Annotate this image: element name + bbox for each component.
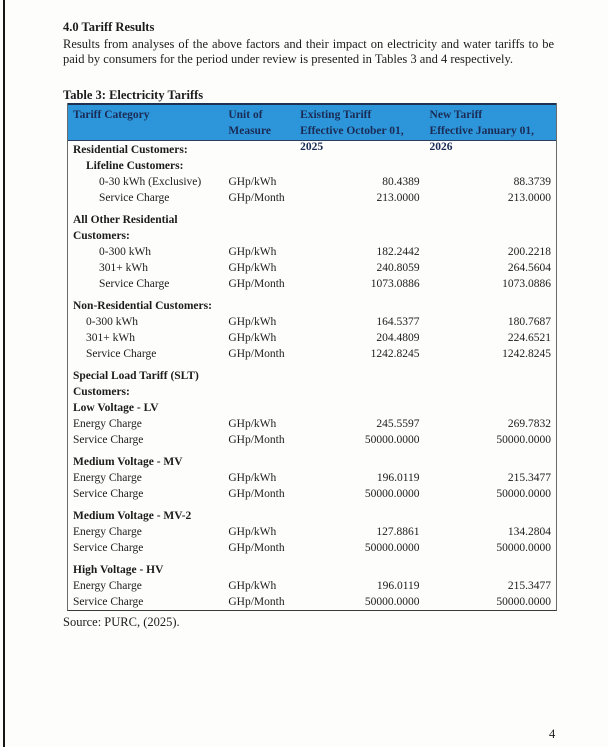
header-existing-tariff <box>297 105 426 153</box>
tariff-row <box>68 432 556 448</box>
scan-edge-line <box>3 0 5 747</box>
section-row <box>68 368 556 400</box>
tariff-category-cell: Service Charge <box>73 595 144 608</box>
new-tariff-cell: 50000.0000 <box>496 433 551 446</box>
existing-tariff-cell: 1242.8245 <box>370 347 420 360</box>
new-tariff-cell: 269.7832 <box>507 417 551 430</box>
document-page <box>63 0 557 747</box>
section-heading: 4.0 Tariff Results <box>63 20 155 34</box>
new-tariff-cell: 180.7687 <box>507 315 551 328</box>
tariff-category-cell: 0-30 kWh (Exclusive) <box>99 175 202 188</box>
tariff-category-cell: Energy Charge <box>73 579 142 592</box>
section-label-line: Medium Voltage - MV <box>73 455 183 468</box>
tariff-row <box>68 470 556 486</box>
tariff-category-cell <box>68 508 223 524</box>
existing-tariff-cell: 204.4809 <box>376 331 420 344</box>
tariff-category-cell: Service Charge <box>73 433 144 446</box>
header-existing-line2: Effective October 01, 2025 <box>300 124 404 153</box>
unit-of-measure-cell: GHp/Month <box>228 277 285 290</box>
existing-tariff-cell: 50000.0000 <box>364 433 420 446</box>
tariff-category-cell: Service Charge <box>73 541 144 554</box>
section-row <box>68 454 556 470</box>
unit-of-measure-cell: GHp/kWh <box>228 315 277 328</box>
new-tariff-cell: 50000.0000 <box>496 487 551 500</box>
tariff-row <box>68 314 556 330</box>
tariff-category-cell <box>68 454 223 470</box>
tariff-row <box>68 260 556 276</box>
existing-tariff-cell: 50000.0000 <box>364 487 420 500</box>
new-tariff-cell: 213.0000 <box>507 191 552 204</box>
existing-tariff-cell: 196.0119 <box>376 579 420 592</box>
existing-tariff-cell: 50000.0000 <box>364 595 420 608</box>
tariff-row <box>68 330 556 346</box>
new-tariff-cell: 134.2804 <box>507 525 551 538</box>
electricity-tariff-table <box>67 103 557 611</box>
section-label-line: High Voltage - HV <box>73 563 164 576</box>
section-row <box>68 400 556 416</box>
unit-of-measure-cell: GHp/Month <box>228 595 285 608</box>
tariff-category-cell: 301+ kWh <box>86 331 135 344</box>
new-tariff-cell: 50000.0000 <box>496 595 551 608</box>
section-row <box>68 508 556 524</box>
unit-of-measure-cell: GHp/Month <box>228 433 285 446</box>
section-label-line: Low Voltage - LV <box>73 401 159 414</box>
section-label-line: Non-Residential Customers: <box>73 299 212 312</box>
section-row <box>68 158 556 174</box>
tariff-category-cell <box>68 158 223 174</box>
tariff-category-cell: 301+ kWh <box>99 261 148 274</box>
tariff-category-cell: Energy Charge <box>73 417 142 430</box>
existing-tariff-cell: 1073.0886 <box>370 277 420 290</box>
header-new-tariff <box>427 105 556 153</box>
tariff-category-cell <box>68 298 223 314</box>
tariff-row <box>68 276 556 292</box>
tariff-row <box>68 540 556 556</box>
tariff-category-cell: 0-300 kWh <box>86 315 139 328</box>
header-new-line1: New Tariff <box>429 108 483 121</box>
tariff-category-cell: Service Charge <box>99 277 170 290</box>
header-existing-line1: Existing Tariff <box>300 108 372 121</box>
tariff-row <box>68 578 556 594</box>
unit-of-measure-cell: GHp/Month <box>228 487 285 500</box>
unit-of-measure-cell: GHp/kWh <box>228 175 277 188</box>
page-number: 4 <box>549 727 556 741</box>
unit-of-measure-cell: GHp/kWh <box>228 261 277 274</box>
header-tariff-category-label: Tariff Category <box>73 108 150 121</box>
tariff-row <box>68 594 556 610</box>
tariff-category-cell: Service Charge <box>86 347 157 360</box>
existing-tariff-cell: 182.2442 <box>376 245 420 258</box>
existing-tariff-cell: 164.5377 <box>376 315 420 328</box>
unit-of-measure-cell: GHp/kWh <box>228 245 277 258</box>
header-unit-of-measure <box>222 105 297 140</box>
new-tariff-cell: 88.3739 <box>513 175 552 188</box>
tariff-category-cell: Energy Charge <box>73 471 142 484</box>
tariff-category-cell <box>68 212 223 244</box>
section-label-line: Special Load Tariff (SLT) <box>73 369 199 382</box>
table-title: Table 3: Electricity Tariffs <box>63 87 204 102</box>
tariff-row <box>68 244 556 260</box>
section-row <box>68 298 556 314</box>
unit-of-measure-cell: GHp/kWh <box>228 331 277 344</box>
section-label-line: Residential Customers: <box>73 143 188 156</box>
existing-tariff-cell: 127.8861 <box>376 525 420 538</box>
unit-of-measure-cell: GHp/Month <box>228 347 285 360</box>
section-label-line: Lifeline Customers: <box>86 159 184 172</box>
intro-paragraph: Results from analyses of the above factors and their impact on electricity and water tariffs to be paid by consumers for the period under review is presented in Tables 3 and 4 respectively. <box>63 37 554 67</box>
tariff-category-cell: Service Charge <box>99 191 170 204</box>
header-tariff-category <box>68 105 222 140</box>
new-tariff-cell: 200.2218 <box>507 245 552 258</box>
existing-tariff-cell: 196.0119 <box>376 471 420 484</box>
tariff-category-cell: Service Charge <box>73 487 144 500</box>
existing-tariff-cell: 50000.0000 <box>364 541 420 554</box>
tariff-row <box>68 486 556 502</box>
header-unit-line2: Measure <box>228 124 271 137</box>
existing-tariff-cell: 213.0000 <box>376 191 420 204</box>
section-label-line: Customers: <box>73 385 130 398</box>
source-note: Source: PURC, (2025). <box>63 614 180 629</box>
tariff-category-cell: Energy Charge <box>73 525 142 538</box>
new-tariff-cell: 50000.0000 <box>496 541 551 554</box>
tariff-category-cell: 0-300 kWh <box>99 245 152 258</box>
section-row <box>68 562 556 578</box>
section-label-line: Customers: <box>73 229 130 242</box>
tariff-row <box>68 190 556 206</box>
unit-of-measure-cell: GHp/kWh <box>228 471 277 484</box>
existing-tariff-cell: 245.5597 <box>376 417 420 430</box>
new-tariff-cell: 1242.8245 <box>502 347 551 360</box>
unit-of-measure-cell: GHp/Month <box>228 541 285 554</box>
existing-tariff-cell: 240.8059 <box>376 261 420 274</box>
unit-of-measure-cell: GHp/Month <box>228 191 285 204</box>
new-tariff-cell: 224.6521 <box>507 331 551 344</box>
tariff-row <box>68 416 556 432</box>
tariff-category-cell <box>68 368 223 400</box>
existing-tariff-cell: 80.4389 <box>382 175 420 188</box>
section-row <box>68 212 556 244</box>
unit-of-measure-cell: GHp/kWh <box>228 525 277 538</box>
tariff-row <box>68 174 556 190</box>
table-body <box>68 141 556 610</box>
new-tariff-cell: 1073.0886 <box>502 277 552 290</box>
new-tariff-cell: 264.5604 <box>507 261 552 274</box>
unit-of-measure-cell: GHp/kWh <box>228 417 277 430</box>
tariff-row <box>68 524 556 540</box>
section-label-line: All Other Residential <box>73 213 178 226</box>
header-new-line2: Effective January 01, 2026 <box>429 124 534 153</box>
header-unit-line1: Unit of <box>228 108 263 121</box>
tariff-row <box>68 346 556 362</box>
tariff-category-cell <box>68 400 223 416</box>
section-label-line: Medium Voltage - MV-2 <box>73 509 192 522</box>
tariff-category-cell <box>68 142 223 158</box>
new-tariff-cell: 215.3477 <box>507 579 551 592</box>
tariff-category-cell <box>68 562 223 578</box>
unit-of-measure-cell: GHp/kWh <box>228 579 277 592</box>
new-tariff-cell: 215.3477 <box>507 471 551 484</box>
